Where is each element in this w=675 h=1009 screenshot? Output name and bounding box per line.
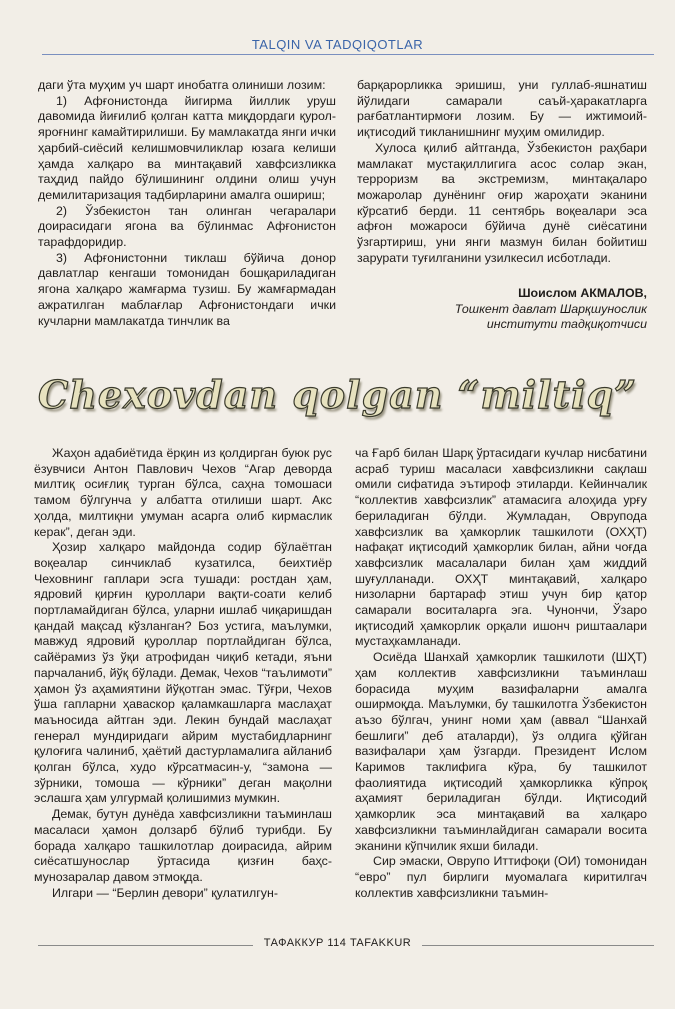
first-article-right-column — [357, 78, 647, 266]
paragraph: 1) Афғонистонда йигирма йиллик уруш давомида йиғилиб қолган катта миқдордаги қурол-яроғнинг камайтирилиши. Бу мамлакатда янги ички ҳарбий-сиёсий келишмовчиликлар юзага келиши ҳамда халқаро ва минтақавий хавфсизликка таҳдид пайдо бўлишининг олдини олиш учун демилитаризация тадбирларини амалга ошириш; — [38, 93, 336, 202]
author-name: Шоислом АКМАЛОВ, — [518, 286, 647, 300]
paragraph: Жаҳон адабиётида ёрқин из қолдирган буюк рус ёзувчиси Антон Павлович Чехов “Агар деворда милтиқ осиғлиқ турган бўлса, саҳна томошаси тамом бўлгунча у албатта отилиши шарт. Акс ҳолда, милтиқни умуман асарга олиб кирмаслик керак”, деган эди. — [34, 446, 332, 539]
paragraph: ча Ғарб билан Шарқ ўртасидаги кучлар нисбатини асраб туриш масаласи хавфсизликни сақлаш омили сифатида эътироф этиларди. Кейинчалик “коллектив хавфсизлик” атамасига алоҳида урғу бериладиган бўлди. Жумладан, Оврупода хавфсизлик ва ҳамкорлик ташкилоти (ОХҲТ) нафақат иқтисодий ҳамкорлик билан, айни чоғда хавфсизлик масалалари билан ҳам жиддий шуғулланади. ОХҲТ минтақавий, халқаро низоларни бартараф этиш учун бир қатор самарали воситаларга эга. Чунончи, Ўзаро иқтисодий ҳамкорлик орқали ишонч риштаалари мустаҳкамланади. — [355, 446, 647, 649]
second-article-left-column — [34, 446, 332, 901]
author-affiliation: институти тадқиқотчиси — [486, 317, 647, 332]
paragraph: Осиёда Шанхай ҳамкорлик ташкилоти (ШҲТ) ҳам коллектив хавфсизликни таъминлаш борасида муҳим вазифаларни амалга оширмоқда. Маълумки, бу ташкилотга Ўзбекистон аъзо бўлгач, унинг номи ҳам (аввал “Шанхай бешлиги” деб аталарди), ўз олдига қўйган вазифалари ҳам ўзгарди. Президент Ислом Каримов таклифига кўра, бу ташкилот фаолиятида иқтисодий ҳамкорликка кўпроқ аҳамият бериладиган бўлди. Иқтисодий ҳамкорлик эса минтақавий ва халқаро хавфсизликни таъминлайдиган самарали восита эканини кўпчилик яхши билади. — [355, 650, 647, 853]
paragraph: Демак, бутун дунёда хавфсизликни таъминлаш масаласи ҳамон долзарб бўлиб турибди. Бу борада халқаро ташкилотлар доирасида, айрим сиёсатшунослар ўртасида қизғин баҳс-мунозаралар давом этмоқда. — [34, 807, 332, 884]
paragraph: Ҳозир халқаро майдонда содир бўлаётган воқеалар синчиклаб кузатилса, беихтиёр Чеховнинг гаплари эсга тушади: ростдан ҳам, ядровий қирғин қуроллари вақти-соати келиб портламайдиган бўлса, уларни ишлаб чиқаришдан қандай мақсад кўзланган? Боз устига, маълумки, мавжуд ядровий қуроллар портлайдиган бўлса, сайёрамиз ўз ўқи атрофидан чиқиб кетади, яъни парчаланиб, йўқ бўлади. Демак, Чехов “таълимоти” ҳамон ўз аҳамиятини йўқотган эмас. Тўғри, Чехов ўша гапларни ҳаваскор қаламкашларга маслаҳат маъносида айтган эди. Лекин бундай маслаҳат генерал мундиридаги айрим мустабидларнинг қулоғига чалиниб, ҳаётий дастурламалига айланиб қолган бўлса, худо кўрсатмасин-у, “замона — зўрники, томоша — кўрники” деган мақолни эслашга ҳам улгурмай қолишимиз мумкин. — [34, 540, 332, 806]
running-head: TALQIN VA TADQIQOTLAR — [251, 37, 424, 52]
first-article-left-column — [38, 78, 336, 329]
footer-rule-right — [422, 945, 654, 946]
author-affiliation: Тошкент давлат Шарқшунослик — [454, 301, 647, 316]
paragraph: барқарорликка эришиш, уни гуллаб-яшнатиш йўлидаги самарали саъй-ҳаракатларга рағбатлантирмоғи лозим. Бу — ижтимоий-иқтисодий тикланишнинг муҳим омилидир. — [357, 78, 647, 140]
paragraph: даги ўта муҳим уч шарт инобатга олиниши лозим: — [38, 78, 326, 92]
paragraph: 3) Афғонистонни тиклаш бўйича донор давлатлар кенгаши томонидан бошқариладиган ягона халқаро жамғарма тузиш. Бу жамғармадан ажратилган маблағлар Афғонистондаги ички кучларни мамлакатда тинчлик ва — [38, 250, 336, 328]
second-article-right-column — [355, 446, 647, 901]
paragraph: Хулоса қилиб айтганда, Ўзбекистон раҳбари мамлакат мустақиллигига асос солар экан, терроризм ва экстремизм, минтақаларо можаролар дунёнинг оғир жароҳати эканини кўрсатиб берди. 11 сентябрь воқеалари эса афғон можароси бўйича дунё сиёсатини ўзгартириш, уни янги мазмун билан бойитиш зарурати туғилганини узилкесил исботлади. — [357, 140, 647, 265]
page-folio: ТАФАККУР 114 TAFAKKUR — [263, 937, 412, 949]
paragraph: Илгари — “Берлин девори” қулатилгун- — [52, 885, 278, 900]
paragraph: Сир эмаски, Оврупо Иттифоқи (ОИ) томонидан “евро” пул бирлиги муомалага киритилгач коллектив хавфсизликни таъмин- — [355, 854, 647, 900]
header-rule — [42, 54, 654, 55]
author-signature — [347, 286, 647, 333]
paragraph: 2) Ўзбекистон тан олинган чегаралари доирасидаги ягона ва бўлинмас Афғонистон тарафдоридир. — [38, 203, 336, 250]
article-title: Chexovdan qolgan “miltiq” — [38, 372, 637, 417]
